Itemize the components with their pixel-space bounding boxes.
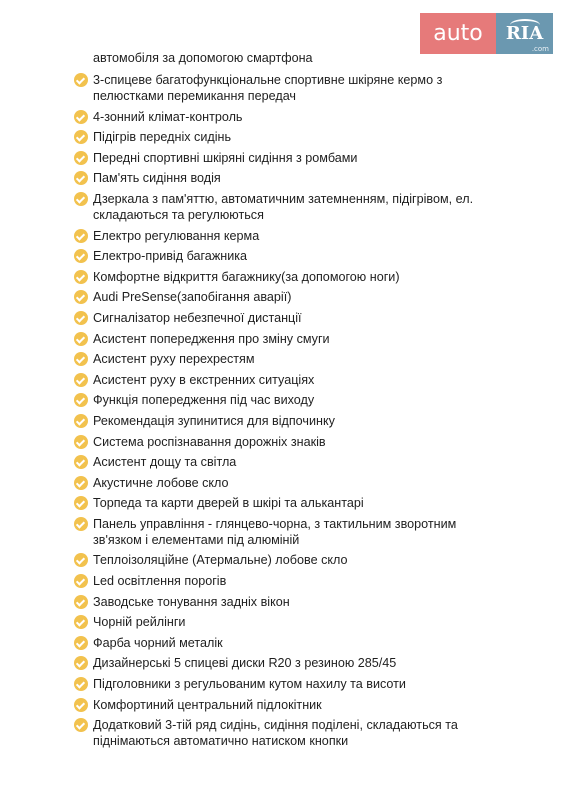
check-circle-icon bbox=[74, 290, 88, 304]
list-item-text: 3-спицеве багатофункціональне спортивне шкіряне кермо з пелюстками перемикання передач bbox=[93, 73, 443, 103]
check-circle-icon bbox=[74, 229, 88, 243]
list-item bbox=[74, 351, 474, 367]
list-item-text: Підголовники з регульованим кутом нахилу та висоти bbox=[93, 677, 406, 692]
list-item-text: Асистент руху в екстренних ситуаціях bbox=[93, 372, 315, 387]
list-item bbox=[74, 331, 474, 347]
check-circle-icon bbox=[74, 73, 88, 87]
check-circle-icon bbox=[74, 677, 88, 691]
feature-list bbox=[74, 50, 474, 754]
logo-arc-icon bbox=[510, 19, 540, 31]
check-circle-icon bbox=[74, 332, 88, 346]
list-item bbox=[74, 191, 474, 223]
list-item bbox=[74, 614, 474, 630]
list-item bbox=[74, 392, 474, 408]
list-item bbox=[74, 269, 474, 285]
list-item-text: Чорній рейлінги bbox=[93, 615, 186, 630]
list-item-text: Система роспізнавання дорожніх знаків bbox=[93, 434, 326, 449]
check-circle-icon bbox=[74, 393, 88, 407]
list-item-text: Передні спортивні шкіряні сидіння з ромбами bbox=[93, 150, 358, 165]
list-item bbox=[74, 228, 474, 244]
logo-ria-part bbox=[496, 13, 553, 54]
check-circle-icon bbox=[74, 574, 88, 588]
list-item bbox=[74, 434, 474, 450]
list-item-text: Асистент попередження про зміну смуги bbox=[93, 331, 330, 346]
check-circle-icon bbox=[74, 249, 88, 263]
list-item bbox=[74, 50, 474, 66]
list-item-text: Комфортне відкриття багажнику(за допомогою ноги) bbox=[93, 269, 400, 284]
logo-domain-suffix: .com bbox=[531, 45, 549, 53]
logo-auto-part: auto bbox=[420, 13, 496, 54]
list-item-text: Акустичне лобове скло bbox=[93, 475, 229, 490]
list-item-text: автомобіля за допомогою смартфона bbox=[93, 51, 313, 65]
list-item bbox=[74, 170, 474, 186]
list-item-text: Пам'ять сидіння водія bbox=[93, 171, 221, 186]
list-item bbox=[74, 289, 474, 305]
list-item bbox=[74, 697, 474, 713]
list-item-text: Асистент руху перехрестям bbox=[93, 352, 255, 367]
list-item-text: Підігрів передніх сидінь bbox=[93, 130, 232, 145]
check-circle-icon bbox=[74, 270, 88, 284]
check-circle-icon bbox=[74, 496, 88, 510]
list-item-text: Панель управління - глянцево-чорна, з тактильним зворотним зв'язком і елементами під алюміній bbox=[93, 516, 457, 547]
list-item-text: Заводське тонування задніх вікон bbox=[93, 594, 290, 609]
check-circle-icon bbox=[74, 517, 88, 531]
list-item-text: Торпеда та карти дверей в шкірі та алькантарі bbox=[93, 496, 364, 511]
list-item-text: Фарба чорний металік bbox=[93, 635, 223, 650]
list-item-text: Функція попередження під час виходу bbox=[93, 393, 315, 408]
list-item bbox=[74, 516, 474, 548]
list-item bbox=[74, 129, 474, 145]
list-item bbox=[74, 372, 474, 388]
check-circle-icon bbox=[74, 636, 88, 650]
check-circle-icon bbox=[74, 476, 88, 490]
list-item bbox=[74, 655, 474, 671]
check-circle-icon bbox=[74, 615, 88, 629]
list-item-text: Теплоізоляційне (Атермальне) лобове скло bbox=[93, 553, 348, 568]
list-item bbox=[74, 72, 474, 104]
check-circle-icon bbox=[74, 553, 88, 567]
list-item bbox=[74, 552, 474, 568]
list-item bbox=[74, 109, 474, 125]
list-item bbox=[74, 150, 474, 166]
list-item bbox=[74, 495, 474, 511]
list-item bbox=[74, 248, 474, 264]
list-item-text: 4-зонний клімат-контроль bbox=[93, 109, 243, 124]
check-circle-icon bbox=[74, 110, 88, 124]
list-item-text: Додатковий 3-тій ряд сидінь, сидіння поділені, складаються та піднімаються автоматично натиском кнопки bbox=[93, 718, 458, 749]
autoria-logo bbox=[420, 13, 553, 54]
check-circle-icon bbox=[74, 595, 88, 609]
list-item bbox=[74, 676, 474, 692]
check-circle-icon bbox=[74, 151, 88, 165]
check-circle-icon bbox=[74, 698, 88, 712]
check-circle-icon bbox=[74, 455, 88, 469]
check-circle-icon bbox=[74, 656, 88, 670]
list-item-text: Рекомендація зупинитися для відпочинку bbox=[93, 413, 335, 428]
check-circle-icon bbox=[74, 373, 88, 387]
list-item-text: Електро регулювання керма bbox=[93, 228, 260, 243]
check-circle-icon bbox=[74, 311, 88, 325]
list-item bbox=[74, 594, 474, 610]
check-circle-icon bbox=[74, 130, 88, 144]
check-circle-icon bbox=[74, 414, 88, 428]
list-item-text: Led освітлення порогів bbox=[93, 574, 227, 589]
list-item bbox=[74, 573, 474, 589]
check-circle-icon bbox=[74, 718, 88, 732]
check-circle-icon bbox=[74, 171, 88, 185]
logo-ria-text: RIA bbox=[505, 23, 544, 44]
list-item bbox=[74, 310, 474, 326]
list-item-text: Сигналізатор небезпечної дистанції bbox=[93, 310, 302, 325]
list-item-text: Дзеркала з пам'яттю, автоматичним затемненням, підігрівом, ел. складаються та регулюються bbox=[93, 191, 474, 222]
list-item-text: Дизайнерські 5 спицеві диски R20 з резиною 285/45 bbox=[93, 656, 397, 671]
list-item bbox=[74, 413, 474, 429]
list-item-text: Асистент дощу та світла bbox=[93, 455, 237, 470]
list-item bbox=[74, 717, 474, 749]
list-item bbox=[74, 454, 474, 470]
list-item bbox=[74, 635, 474, 651]
check-circle-icon bbox=[74, 192, 88, 206]
check-circle-icon bbox=[74, 352, 88, 366]
list-item bbox=[74, 475, 474, 491]
list-item-text: Audi PreSense(запобігання аварії) bbox=[93, 290, 292, 305]
list-item-text: Електро-привід багажника bbox=[93, 249, 248, 264]
check-circle-icon bbox=[74, 435, 88, 449]
list-item-text: Комфортиний центральний підлокітник bbox=[93, 697, 322, 712]
